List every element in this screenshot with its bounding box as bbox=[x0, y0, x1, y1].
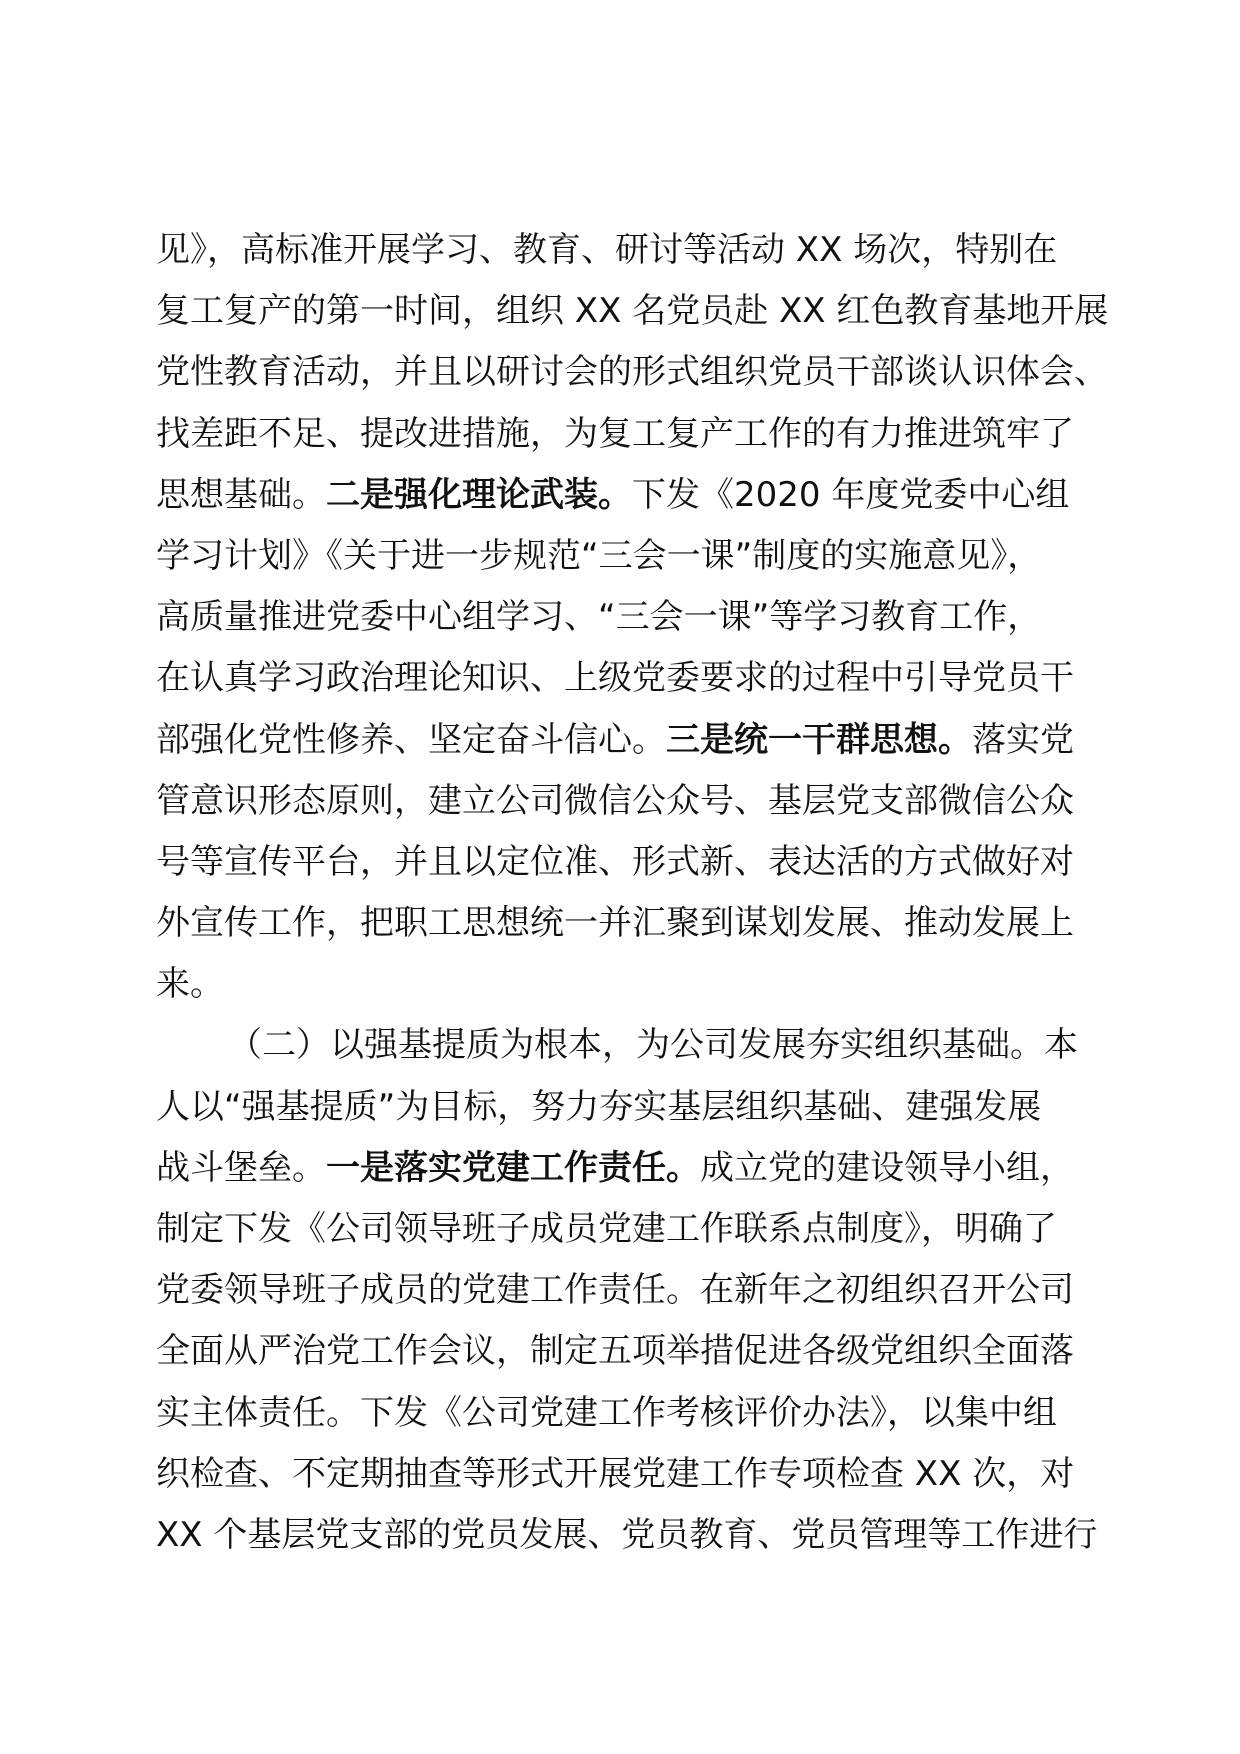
text-run: 实主体责任。下发《公司党建工作考核评价办法》，以集中组 bbox=[156, 1392, 1057, 1433]
text-run: 织检查、不定期抽查等形式开展党建工作专项检查 XX 次，对 bbox=[156, 1453, 1075, 1494]
text-run: 外宣传工作，把职工思想统一并汇聚到谋划发展、推动发展上 bbox=[156, 903, 1074, 944]
text-line-15 bbox=[156, 1077, 1116, 1138]
text-line-14 bbox=[156, 1015, 1116, 1076]
text-line-3 bbox=[156, 342, 1116, 403]
text-line-1 bbox=[156, 220, 1116, 281]
text-run: 来。 bbox=[156, 964, 224, 1005]
bold-heading-run: 一是落实党建工作责任。 bbox=[326, 1147, 700, 1188]
text-line-4 bbox=[156, 404, 1116, 465]
text-run: 号等宣传平台，并且以定位准、形式新、表达活的方式做好对 bbox=[156, 841, 1074, 882]
text-run: 战斗堡垒。 bbox=[156, 1147, 326, 1188]
text-line-21 bbox=[156, 1444, 1116, 1505]
text-line-17 bbox=[156, 1199, 1116, 1260]
text-line-11 bbox=[156, 832, 1116, 893]
text-run: 党性教育活动，并且以研讨会的形式组织党员干部谈认识体会、 bbox=[156, 352, 1108, 393]
document-body bbox=[156, 220, 1116, 1566]
text-run: 人以“强基提质”为目标，努力夯实基层组织基础、建强发展 bbox=[156, 1086, 1042, 1127]
text-line-12 bbox=[156, 893, 1116, 954]
text-line-20 bbox=[156, 1383, 1116, 1444]
text-run: 成立党的建设领导小组， bbox=[700, 1147, 1074, 1188]
text-run: 高质量推进党委中心组学习、“三会一课”等学习教育工作， bbox=[156, 597, 1042, 638]
text-run: 学习计划》《关于进一步规范“三会一课”制度的实施意见》， bbox=[156, 535, 1042, 576]
text-run: 管意识形态原则，建立公司微信公众号、基层党支部微信公众 bbox=[156, 780, 1074, 821]
text-line-2 bbox=[156, 281, 1116, 342]
text-run: 在认真学习政治理论知识、上级党委要求的过程中引导党员干 bbox=[156, 658, 1074, 699]
text-run: 见》，高标准开展学习、教育、研讨等活动 XX 场次，特别在 bbox=[156, 230, 1058, 270]
text-run: 部强化党性修养、坚定奋斗信心。 bbox=[156, 719, 666, 760]
text-run: 复工复产的第一时间，组织 XX 名党员赴 XX 红色教育基地开展 bbox=[156, 291, 1109, 332]
text-run: 下发《2020 年度党委中心组 bbox=[632, 474, 1070, 515]
bold-heading-run: 二是强化理论武装。 bbox=[326, 474, 632, 515]
text-line-16 bbox=[156, 1138, 1116, 1199]
text-line-7 bbox=[156, 587, 1116, 648]
text-line-18 bbox=[156, 1260, 1116, 1321]
text-run: XX 个基层党支部的党员发展、党员教育、党员管理等工作进行 bbox=[156, 1514, 1098, 1555]
section-heading-run: （二）以强基提质为根本，为公司发展夯实组织基础。本 bbox=[228, 1025, 1078, 1066]
text-line-10 bbox=[156, 771, 1116, 832]
text-run: 思想基础。 bbox=[156, 474, 326, 515]
text-run: 找差距不足、提改进措施，为复工复产工作的有力推进筑牢了 bbox=[156, 413, 1074, 454]
text-line-5 bbox=[156, 465, 1116, 526]
bold-heading-run: 三是统一干群思想。 bbox=[666, 719, 972, 760]
text-line-13 bbox=[156, 954, 1116, 1015]
text-line-19 bbox=[156, 1321, 1116, 1382]
text-line-8 bbox=[156, 648, 1116, 709]
text-run: 全面从严治党工作会议，制定五项举措促进各级党组织全面落 bbox=[156, 1331, 1074, 1372]
text-run: 落实党 bbox=[972, 719, 1074, 760]
text-line-9 bbox=[156, 710, 1116, 771]
text-run: 制定下发《公司领导班子成员党建工作联系点制度》，明确了 bbox=[156, 1209, 1057, 1249]
text-line-22 bbox=[156, 1505, 1116, 1566]
text-run: 党委领导班子成员的党建工作责任。在新年之初组织召开公司 bbox=[156, 1270, 1074, 1311]
text-line-6 bbox=[156, 526, 1116, 587]
